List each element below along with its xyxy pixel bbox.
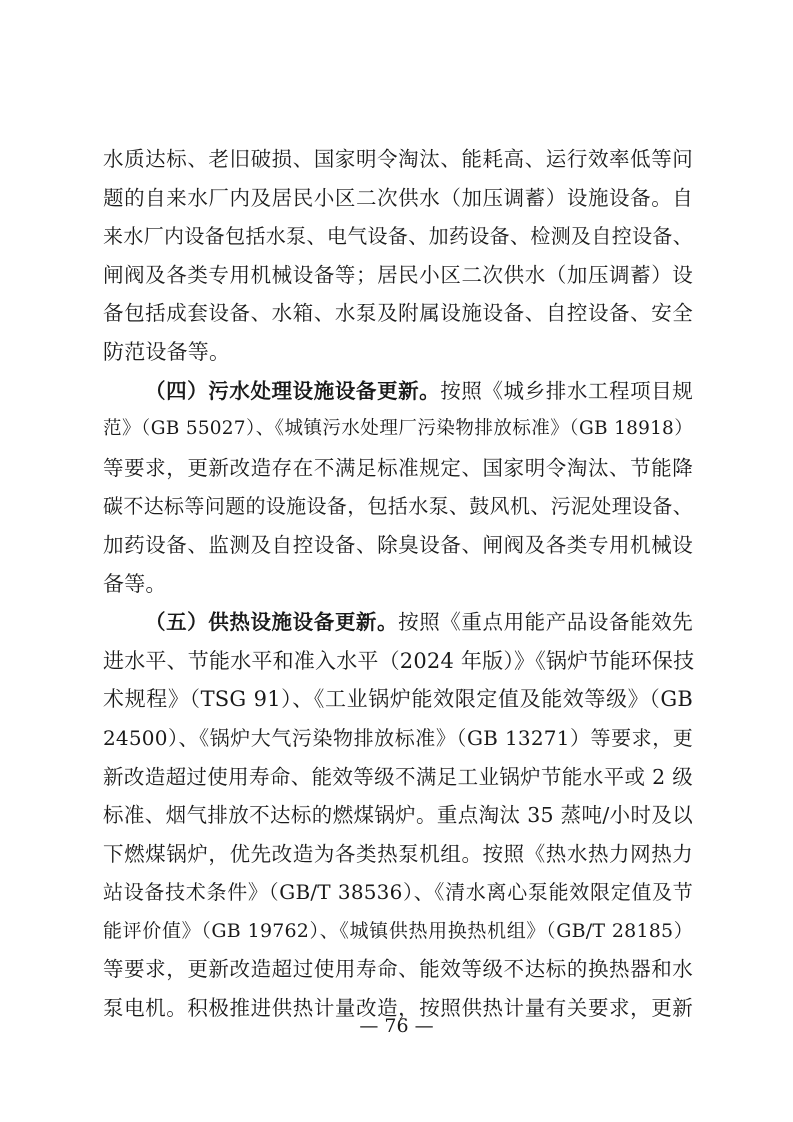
text-line: 能评价值》（GB 19762）、《城镇供热用换热机组》（GB/T 28185） xyxy=(103,919,693,942)
text-line: 下燃煤锅炉，优先改造为各类热泵机组。按照《热水热力网热力 xyxy=(103,841,693,866)
text-line: 站设备技术条件》（GB/T 38536）、《清水离心泵能效限定值及节 xyxy=(103,880,693,905)
text-line: 术规程》（TSG 91）、《工业锅炉能效限定值及能效等级》（GB xyxy=(103,687,693,712)
text-line: 泵电机。积极推进供热计量改造，按照供热计量有关要求，更新 xyxy=(103,996,693,1021)
section-5-lead-text: 按照《重点用能产品设备能效先 xyxy=(398,610,693,635)
text-line: 来水厂内设备包括水泵、电气设备、加药设备、检测及自控设备、 xyxy=(103,224,693,249)
text-line: 防范设备等。 xyxy=(103,339,231,364)
text-line: 水质达标、老旧破损、国家明令淘汰、能耗高、运行效率低等问 xyxy=(103,147,693,171)
text-line: 加药设备、监测及自控设备、除臭设备、闸阀及各类专用机械设 xyxy=(103,532,693,557)
text-line: 碳不达标等问题的设施设备，包括水泵、鼓风机、污泥处理设备、 xyxy=(103,494,693,519)
text-line: 新改造超过使用寿命、能效等级不满足工业锅炉节能水平或 2 级 xyxy=(103,764,693,789)
body-text xyxy=(103,140,693,1028)
section-4-first-line xyxy=(103,372,693,411)
text-line: 闸阀及各类专用机械设备等；居民小区二次供水（加压调蓄）设 xyxy=(103,262,693,287)
text-line: 备等。 xyxy=(103,571,167,596)
text-line: 标准、烟气排放不达标的燃煤锅炉。重点淘汰 35 蒸吨/小时及以 xyxy=(103,803,693,828)
text-line: 等要求，更新改造超过使用寿命、能效等级不达标的换热器和水 xyxy=(103,957,693,982)
text-line: 等要求，更新改造存在不满足标准规定、国家明令淘汰、节能降 xyxy=(103,455,693,480)
section-4-lead-text: 按照《城乡排水工程项目规 xyxy=(440,378,693,403)
section-5-first-line xyxy=(103,603,693,642)
section-5-heading: （五）供热设施设备更新。 xyxy=(145,610,399,635)
section-4-heading: （四）污水处理设施设备更新。 xyxy=(145,378,441,403)
text-line: 题的自来水厂内及居民小区二次供水（加压调蓄）设施设备。自 xyxy=(103,185,693,210)
text-line: 24500）、《锅炉大气污染物排放标准》（GB 13271）等要求，更 xyxy=(103,725,693,750)
text-line: 范》（GB 55027）、《城镇污水处理厂污染物排放标准》（GB 18918） xyxy=(103,418,693,440)
text-line: 进水平、节能水平和准入水平（2024 年版）》《锅炉节能环保技 xyxy=(103,648,695,673)
page-number: — 76 — xyxy=(359,1015,434,1037)
text-line: 备包括成套设备、水箱、水泵及附属设施设备、自控设备、安全 xyxy=(103,301,693,326)
